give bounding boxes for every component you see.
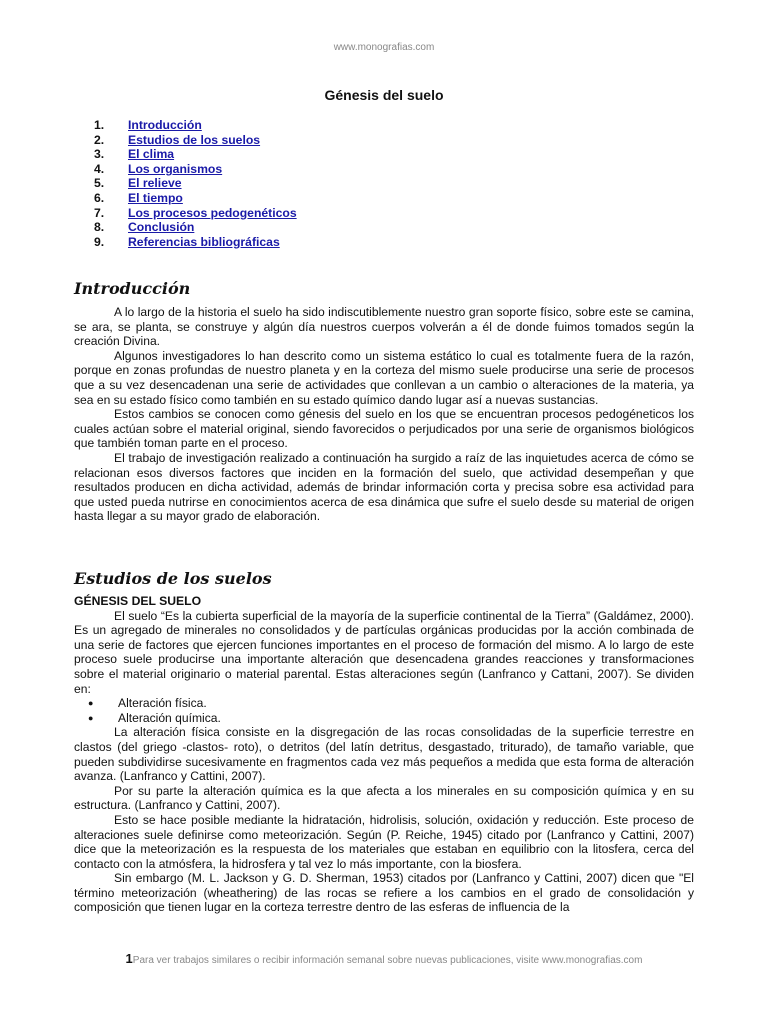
list-item: ● Alteración química.: [74, 711, 694, 726]
studies-body: [74, 594, 694, 915]
table-of-contents: [94, 118, 297, 249]
paragraph: La alteración física consiste en la disgregación de las rocas consolidadas de la superficie terrestre en clastos (del griego -clastos- roto), o detritos (del latín detritus, desgastado, triturado), de tamaño variable, que pueden subdividirse sucesivamente en fragmentos cada vez más pequeños a medida que esta forma de alteración avanza. (Lanfranco y Cattini, 2007).: [74, 725, 694, 784]
toc-item: 7. Los procesos pedogenéticos: [94, 205, 297, 220]
bullet-list: [74, 696, 694, 725]
toc-item: 6. El tiempo: [94, 190, 183, 205]
toc-item: 1. Introducción: [94, 118, 202, 132]
paragraph: El suelo “Es la cubierta superficial de la mayoría de la superficie continental de la Tierra” (Galdámez, 2000). Es un agregado de minerales no consolidados y de partículas orgánicas producidas por la acción combinada de una serie de factores que ejercen funciones importantes en el proceso de formación del mismo. A lo largo de este proceso suele producirse una importante alteración que desencadena grandes reacciones y transformaciones sobre el material originario o material parental. Estas alteraciones según (Lanfranco y Cattani, 2007). Se dividen en:: [74, 608, 694, 696]
toc-link-tiempo[interactable]: El tiempo: [128, 190, 183, 205]
paragraph: Sin embargo (M. L. Jackson y G. D. Sherman, 1953) citados por (Lanfranco y Cattini, 2007) dicen que "El término meteorización (wheathering) de las rocas se refiere a los cambios en el grado de consolidación y composición que tienen lugar en la corteza terrestre dentro de las esferas de influencia de la: [74, 871, 694, 915]
toc-item: 9. Referencias bibliográficas: [94, 234, 280, 249]
paragraph: Por su parte la alteración química es la que afecta a los minerales en su composición química y en su estructura. (Lanfranco y Cattini, 2007).: [74, 783, 694, 813]
toc-item: 2. Estudios de los suelos: [94, 132, 261, 147]
toc-link-estudios[interactable]: Estudios de los suelos: [128, 132, 261, 147]
paragraph: El trabajo de investigación realizado a continuación ha surgido a raíz de las inquietudes acerca de cómo se relacionan esos diversos factores que inciden en la formación del suelo, que actividad desempeñan y que resultados producen en dicha actividad, además de brindar información corta y precisa sobre esa actividad para que usted pueda nutrirse en conocimientos acerca de esa dinámica que sufre el suelo desde su material de origen hasta llegar a su mayor grado de elaboración.: [74, 450, 694, 524]
page-number: 1: [125, 951, 133, 966]
toc-link-procesos[interactable]: Los procesos pedogenéticos: [128, 205, 297, 220]
toc-item: 4. Los organismos: [94, 161, 223, 176]
list-item: ● Alteración física.: [74, 696, 694, 711]
paragraph: Esto se hace posible mediante la hidratación, hidrolisis, solución, oxidación y reducción. Este proceso de alteraciones suele definirse como meteorización. Según (P. Reiche, 1945) citado por (Lanfranco y Cattini, 2007) dice que la meteorización es la respuesta de los materiales que estaban en equilibrio con la litosfera, cerca del contacto con la atmósfera, la hidrosfera y tal vez lo más importante, con la biosfera.: [74, 812, 694, 871]
footer-text[interactable]: Para ver trabajos similares o recibir información semanal sobre nuevas publicaciones, visite www.monografias.com: [132, 955, 643, 966]
toc-item: 8. Conclusión: [94, 220, 195, 235]
toc-link-clima[interactable]: El clima: [128, 147, 175, 162]
toc-link-relieve[interactable]: El relieve: [128, 176, 182, 191]
paragraph: Estos cambios se conocen como génesis del suelo en los que se encuentran procesos pedogéneticos los cuales actúan sobre el material original, siendo favorecidos o perjudicados por una serie de organismos biológicos que también toman parte en el proceso.: [74, 407, 694, 451]
toc-item: 3. El clima: [94, 147, 175, 162]
page-footer: [0, 951, 768, 966]
toc-link-organismos[interactable]: Los organismos: [128, 161, 223, 176]
paragraph: A lo largo de la historia el suelo ha sido indiscutiblemente nuestro gran soporte físico, sobre este se camina, se ara, se planta, se construye y algún día nuestros cuerpos volverán a él de donde fuimos tomados según la creación Divina.: [74, 305, 694, 349]
intro-body: [74, 305, 694, 524]
site-header: www.monografias.com: [333, 42, 435, 53]
section-heading-estudios: Estudios de los suelos: [74, 569, 272, 588]
toc-link-introduccion[interactable]: Introducción: [128, 118, 202, 132]
toc-link-referencias[interactable]: Referencias bibliográficas: [128, 234, 280, 249]
paragraph: Algunos investigadores lo han descrito como un sistema estático lo cual es totalmente fuera de la razón, porque en zonas profundas de nuestro planeta y en la corteza del mismo suele producirse una serie de procesos que a su vez desencadenan una serie de actividades que conllevan a un cambio o alteraciones de la materia, ya sea en su estado físico como también en su estado químico dando lugar así a nuevas sustancias.: [74, 348, 694, 407]
subheading: GÉNESIS DEL SUELO: [74, 594, 202, 608]
toc-link-conclusion[interactable]: Conclusión: [128, 220, 195, 235]
page-title: Génesis del suelo: [324, 87, 444, 103]
toc-item: 5. El relieve: [94, 176, 182, 191]
section-heading-introduccion: Introducción: [74, 279, 191, 298]
